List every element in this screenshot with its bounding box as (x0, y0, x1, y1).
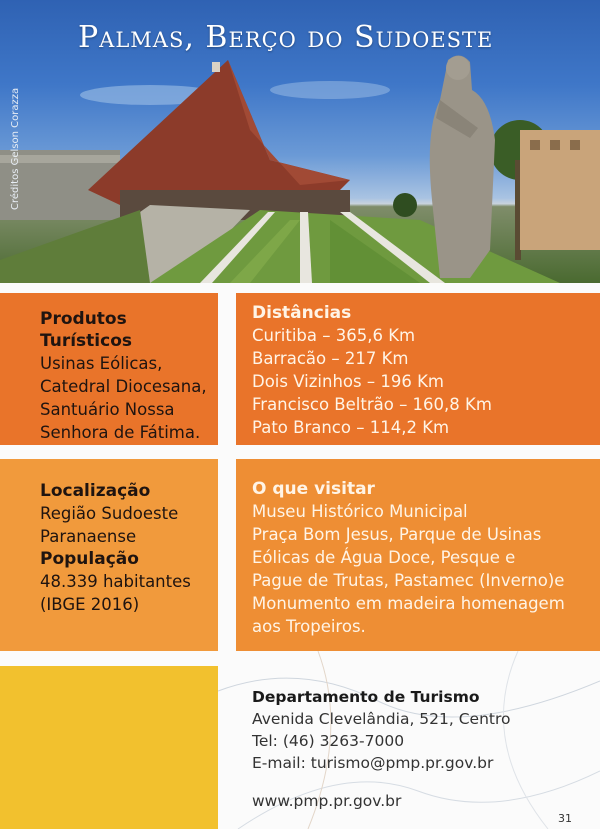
populacao-lines (40, 570, 218, 616)
distancia-item: Barracão – 217 Km (252, 349, 409, 368)
produtos-section (40, 308, 218, 444)
distancias-heading: Distâncias (252, 303, 352, 323)
visitar-lines (252, 500, 592, 638)
visitar-line: aos Tropeiros. (252, 617, 366, 636)
produtos-line: Usinas Eólicas, (40, 354, 163, 373)
website-link[interactable]: www.pmp.pr.gov.br (252, 792, 402, 810)
localizacao-line: Região Sudoeste (40, 504, 179, 523)
populacao-line: (IBGE 2016) (40, 595, 140, 614)
produtos-heading: Produtos Turísticos (40, 309, 132, 351)
departamento-address: Avenida Clevelândia, 521, Centro (252, 710, 511, 728)
localizacao-heading: Localização (40, 481, 151, 501)
produtos-line: Catedral Diocesana, (40, 377, 207, 396)
distancia-item: Francisco Beltrão – 160,8 Km (252, 395, 492, 414)
produtos-lines (40, 352, 218, 444)
visitar-line: Pague de Trutas, Pastamec (Inverno)e (252, 571, 565, 590)
localizacao-line: Paranaense (40, 527, 137, 546)
distancia-item: Curitiba – 365,6 Km (252, 326, 416, 345)
visitar-line: Eólicas de Água Doce, Pesque e (252, 548, 516, 567)
page-number: 31 (558, 812, 572, 825)
distancias-list (252, 324, 592, 439)
distancias-section (252, 302, 592, 439)
populacao-line: 48.339 habitantes (40, 572, 191, 591)
distancia-item: Pato Branco – 114,2 Km (252, 418, 450, 437)
page-title: Palmas, Berço do Sudoeste (78, 20, 494, 55)
hero-photo (0, 0, 600, 283)
departamento-heading: Departamento de Turismo (252, 688, 480, 706)
departamento-email[interactable]: E-mail: turismo@pmp.pr.gov.br (252, 754, 494, 772)
yellow-panel (0, 666, 218, 829)
produtos-line: Senhora de Fátima. (40, 423, 201, 442)
photo-credit: Créditos Gelson Corazza (10, 87, 21, 210)
produtos-line: Santuário Nossa (40, 400, 175, 419)
visitar-line: Museu Histórico Municipal (252, 502, 468, 521)
localizacao-section (40, 480, 218, 616)
distancia-item: Dois Vizinhos – 196 Km (252, 372, 444, 391)
departamento-section (252, 686, 592, 774)
visitar-heading: O que visitar (252, 479, 375, 499)
localizacao-lines (40, 502, 218, 548)
visitar-line: Praça Bom Jesus, Parque de Usinas (252, 525, 542, 544)
departamento-phone[interactable]: Tel: (46) 3263-7000 (252, 732, 405, 750)
populacao-heading: População (40, 549, 139, 569)
visitar-line: Monumento em madeira homenagem (252, 594, 565, 613)
visitar-section (252, 478, 592, 638)
